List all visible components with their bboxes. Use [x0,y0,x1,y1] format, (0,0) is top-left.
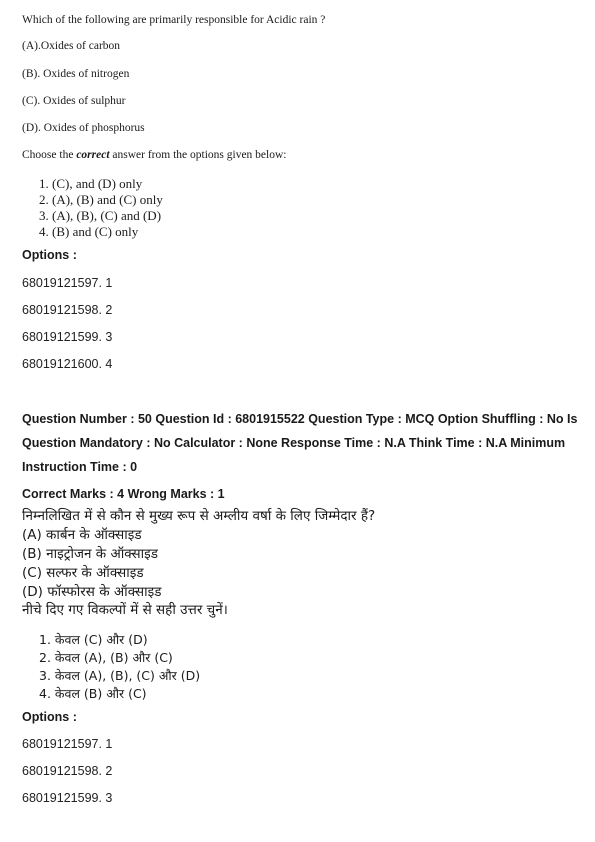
hindi-instruction-text: नीचे दिए गए विकल्पों में से सही उत्तर चुनें। [22,602,228,618]
option-id-2: 68019121598. 2 [22,303,113,317]
emphasis-correct: correct [76,149,110,161]
statement-d: (D). Oxides of phosphorus [22,122,145,134]
statement-a: (A).Oxides of carbon [22,40,121,52]
hindi-question-text: निम्नलिखित में से कौन से मुख्य रूप से अम्लीय वर्षा के लिए जिम्मेदार हैं? [22,508,376,524]
choice-2: 2. (A), (B) and (C) only [39,192,163,207]
hindi-statement-c: (C) सल्फर के ऑक्साइड [22,565,144,581]
question-text: Which of the following are primarily responsible for Acidic rain ? [22,14,326,26]
options-heading-2: Options : [22,710,77,724]
hindi-choice-4: 4. केवल (B) और (C) [39,686,147,701]
option-id-5: 68019121597. 1 [22,737,113,751]
hindi-statement-a: (A) कार्बन के ऑक्साइड [22,527,142,543]
options-heading: Options : [22,248,77,262]
statement-b: (B). Oxides of nitrogen [22,68,130,80]
statement-c: (C). Oxides of sulphur [22,95,126,107]
hindi-choice-1: 1. केवल (C) और (D) [39,632,148,647]
choice-4: 4. (B) and (C) only [39,224,139,239]
hindi-choice-2: 2. केवल (A), (B) और (C) [39,650,173,665]
question-meta-line-1: Question Number : 50 Question Id : 6801915522 Question Type : MCQ Option Shuffling : No Is [22,412,578,426]
option-id-7: 68019121599. 3 [22,791,113,805]
marks-line: Correct Marks : 4 Wrong Marks : 1 [22,487,225,501]
question-meta-line-3: Instruction Time : 0 [22,460,138,474]
option-id-6: 68019121598. 2 [22,764,113,778]
hindi-choice-3: 3. केवल (A), (B), (C) और (D) [39,668,201,683]
hindi-statement-b: (B) नाइट्रोजन के ऑक्साइड [22,546,159,562]
instruction-text: Choose the correct answer from the options given below: [22,149,287,161]
question-meta-line-2: Question Mandatory : No Calculator : None Response Time : N.A Think Time : N.A Minimum [22,436,566,450]
option-id-3: 68019121599. 3 [22,330,113,344]
option-id-1: 68019121597. 1 [22,276,113,290]
option-id-4: 68019121600. 4 [22,357,113,371]
hindi-statement-d: (D) फॉस्फोरस के ऑक्साइड [22,584,162,600]
choice-1: 1. (C), and (D) only [39,176,143,191]
choice-3: 3. (A), (B), (C) and (D) [39,208,162,223]
